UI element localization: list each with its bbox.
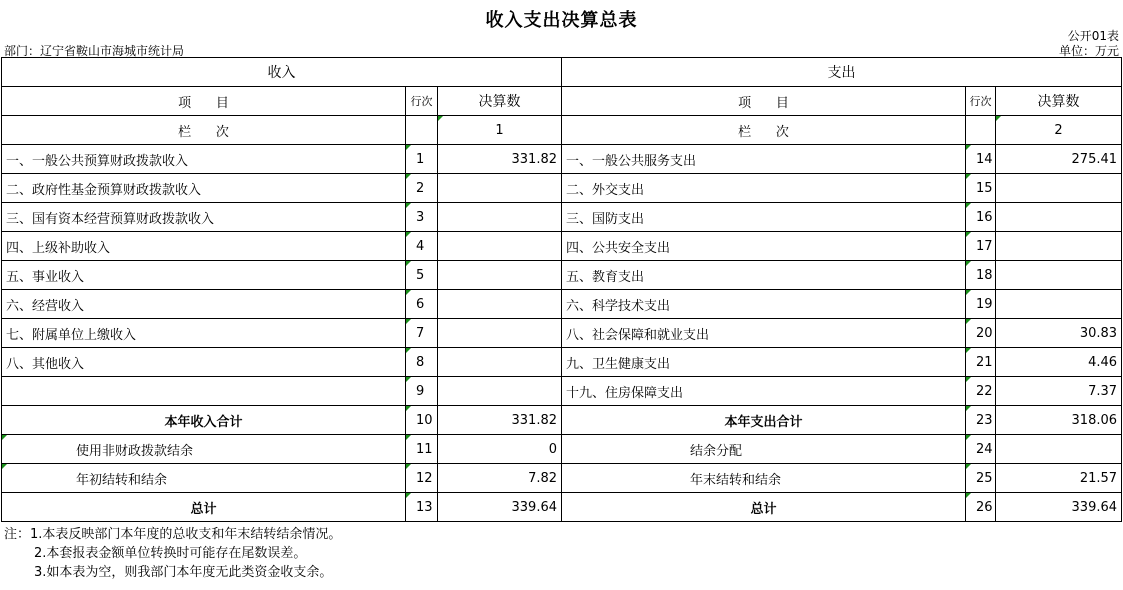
income-amount (438, 377, 562, 406)
year-total-row (2, 406, 1122, 435)
income-amount: 7.82 (438, 464, 562, 493)
income-grand-total-label: 总计 (2, 493, 406, 522)
income-item: 使用非财政拨款结余 (2, 435, 406, 464)
expense-row-no: 16 (966, 203, 996, 232)
expense-row-no: 21 (966, 348, 996, 377)
expense-section-header: 支出 (562, 58, 1122, 87)
income-item: 五、事业收入 (2, 261, 406, 290)
expense-item-header: 项 目 (562, 87, 966, 116)
table-row (2, 232, 1122, 261)
expense-column-label: 栏 次 (562, 116, 966, 145)
table-row (2, 203, 1122, 232)
expense-row-no: 15 (966, 174, 996, 203)
expense-amount: 7.37 (996, 377, 1122, 406)
expense-row-no: 19 (966, 290, 996, 319)
expense-amount (996, 435, 1122, 464)
income-row-no: 13 (406, 493, 438, 522)
report-title: 收入支出决算总表 (485, 10, 638, 31)
income-row-no: 9 (406, 377, 438, 406)
expense-row-no: 23 (966, 406, 996, 435)
income-item: 年初结转和结余 (2, 464, 406, 493)
income-item: 三、国有资本经营预算财政拨款收入 (2, 203, 406, 232)
income-amount: 331.82 (438, 145, 562, 174)
income-item: 一、一般公共预算财政拨款收入 (2, 145, 406, 174)
footnote: 3.如本表为空，则我部门本年度无此类资金收支余。 (34, 565, 333, 580)
expense-item: 九、卫生健康支出 (562, 348, 966, 377)
income-row-no: 8 (406, 348, 438, 377)
income-amount-header: 决算数 (438, 87, 562, 116)
income-section-header: 收入 (2, 58, 562, 87)
form-number: 公开01表 (1067, 29, 1119, 43)
table-row (2, 145, 1122, 174)
column-header-row (2, 87, 1122, 116)
expense-grand-total-label: 总计 (562, 493, 966, 522)
expense-item: 六、科学技术支出 (562, 290, 966, 319)
income-amount (438, 319, 562, 348)
expense-year-total-amount: 318.06 (996, 406, 1122, 435)
income-amount (438, 290, 562, 319)
balance-row (2, 464, 1122, 493)
expense-row-no: 17 (966, 232, 996, 261)
income-amount: 0 (438, 435, 562, 464)
income-amount (438, 232, 562, 261)
expense-amount: 21.57 (996, 464, 1122, 493)
footnotes (4, 525, 341, 582)
income-column-rowno (406, 116, 438, 145)
expense-amount (996, 290, 1122, 319)
income-grand-total-amount: 339.64 (438, 493, 562, 522)
expense-amount: 30.83 (996, 319, 1122, 348)
expense-amount (996, 261, 1122, 290)
unit-label: 单位：万元 (1058, 44, 1119, 58)
section-header-row (2, 58, 1122, 87)
grand-total-row (2, 493, 1122, 522)
income-amount (438, 261, 562, 290)
expense-amount: 275.41 (996, 145, 1122, 174)
expense-item: 年末结转和结余 (562, 464, 966, 493)
income-row-no: 12 (406, 464, 438, 493)
table-row (2, 174, 1122, 203)
expense-amount (996, 174, 1122, 203)
expense-amount (996, 203, 1122, 232)
income-row-no: 7 (406, 319, 438, 348)
expense-column-index: 2 (996, 116, 1122, 145)
income-row-no: 10 (406, 406, 438, 435)
expense-item: 四、公共安全支出 (562, 232, 966, 261)
expense-row-no: 25 (966, 464, 996, 493)
expense-item: 八、社会保障和就业支出 (562, 319, 966, 348)
expense-amount-header: 决算数 (996, 87, 1122, 116)
expense-item: 五、教育支出 (562, 261, 966, 290)
income-year-total-amount: 331.82 (438, 406, 562, 435)
expense-item: 结余分配 (562, 435, 966, 464)
income-row-no: 11 (406, 435, 438, 464)
income-item-header: 项 目 (2, 87, 406, 116)
column-index-row (2, 116, 1122, 145)
expense-row-no: 14 (966, 145, 996, 174)
expense-row-no: 24 (966, 435, 996, 464)
table-row (2, 319, 1122, 348)
income-item: 六、经营收入 (2, 290, 406, 319)
table-row (2, 377, 1122, 406)
income-item (2, 377, 406, 406)
income-amount (438, 174, 562, 203)
income-row-no: 1 (406, 145, 438, 174)
income-item: 七、附属单位上缴收入 (2, 319, 406, 348)
income-column-label: 栏 次 (2, 116, 406, 145)
income-item: 八、其他收入 (2, 348, 406, 377)
expense-row-no: 20 (966, 319, 996, 348)
income-amount (438, 203, 562, 232)
expense-item: 一、一般公共服务支出 (562, 145, 966, 174)
income-item: 二、政府性基金预算财政拨款收入 (2, 174, 406, 203)
expense-amount: 4.46 (996, 348, 1122, 377)
expense-row-no: 18 (966, 261, 996, 290)
income-row-no: 6 (406, 290, 438, 319)
table-row (2, 348, 1122, 377)
income-amount (438, 348, 562, 377)
expense-row-no: 22 (966, 377, 996, 406)
expense-amount (996, 232, 1122, 261)
income-row-no: 5 (406, 261, 438, 290)
income-row-no: 4 (406, 232, 438, 261)
department-label: 部门：辽宁省鞍山市海城市统计局 (4, 44, 185, 58)
table-row (2, 290, 1122, 319)
income-rowno-header: 行次 (406, 87, 438, 116)
expense-row-no: 26 (966, 493, 996, 522)
table-row (2, 261, 1122, 290)
income-item: 四、上级补助收入 (2, 232, 406, 261)
income-column-index: 1 (438, 116, 562, 145)
expense-item: 三、国防支出 (562, 203, 966, 232)
income-row-no: 2 (406, 174, 438, 203)
expense-grand-total-amount: 339.64 (996, 493, 1122, 522)
balance-row (2, 435, 1122, 464)
footnote: 注：1.本表反映部门本年度的总收支和年末结转结余情况。 (4, 527, 342, 542)
income-year-total-label: 本年收入合计 (2, 406, 406, 435)
expense-year-total-label: 本年支出合计 (562, 406, 966, 435)
expense-item: 十九、住房保障支出 (562, 377, 966, 406)
footnote: 2.本套报表金额单位转换时可能存在尾数误差。 (34, 546, 307, 561)
income-row-no: 3 (406, 203, 438, 232)
expense-column-rowno (966, 116, 996, 145)
income-expense-table (1, 57, 1122, 522)
expense-item: 二、外交支出 (562, 174, 966, 203)
expense-rowno-header: 行次 (966, 87, 996, 116)
